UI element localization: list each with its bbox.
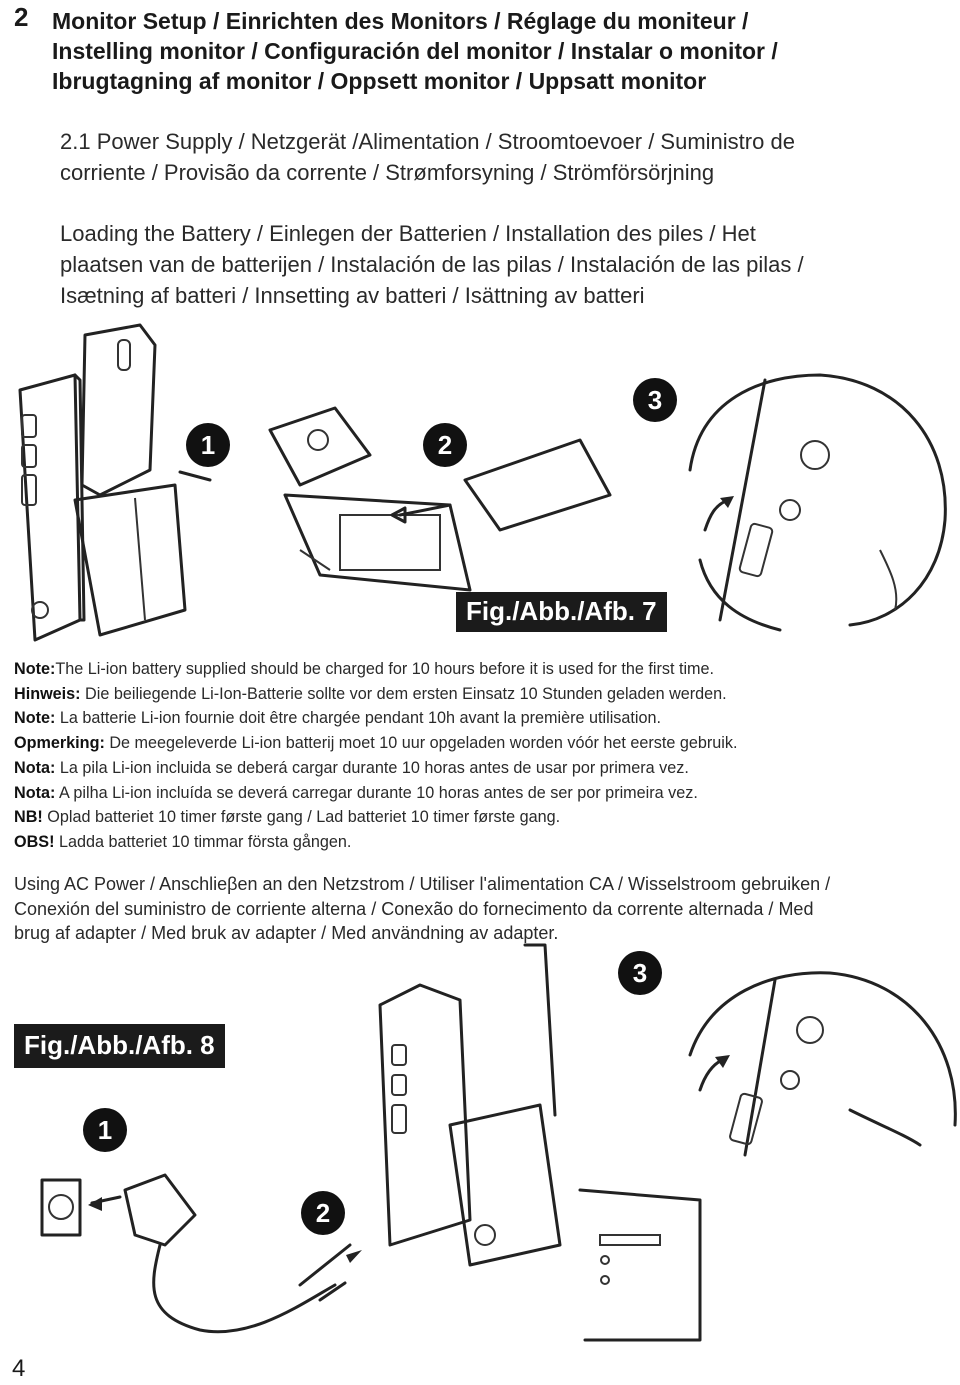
monitor-drawing: [380, 945, 560, 1265]
note-row: Hinweis: Die beiliegende Li-Ion-Batterie sollte vor dem ersten Einsatz 10 Stunden geladen werden.: [14, 684, 727, 703]
section-title: [52, 6, 942, 96]
step-3-number: 3: [647, 385, 663, 415]
note-row: Note: La batterie Li-ion fournie doit être chargée pendant 10h avant la première utilisation.: [14, 709, 661, 728]
note-row: Nota: A pilha Li-ion incluída se deverá carregar durante 10 horas antes de ser por primeira vez.: [14, 783, 698, 802]
section-title-line: Ibrugtagning af monitor / Oppsett monitor / Uppsatt monitor: [52, 68, 707, 94]
monitor-back-closeup: [580, 1190, 700, 1340]
note-row: Nota: La pila Li-ion incluida se deberá cargar durante 10 horas antes de usar por primera vez.: [14, 758, 689, 777]
ac-power-line: brug af adapter / Med bruk av adapter / Med användning av adapter.: [14, 923, 559, 943]
subsection-number: 2.1: [60, 129, 91, 154]
note-row: NB! Oplad batteriet 10 timer første gang / Lad batteriet 10 timer første gang.: [14, 808, 561, 827]
step-2-number: 2: [315, 1198, 331, 1228]
power-switch-closeup: [690, 375, 945, 630]
subsection-line: 2.1 Power Supply / Netzgerät /Alimentation / Stroomtoevoer / Suministro de: [60, 129, 795, 154]
step-3-badge: [618, 951, 662, 995]
loading-line: Loading the Battery / Einlegen der Batterien / Installation des piles / Het: [60, 221, 756, 246]
wall-socket-drawing: [42, 1180, 80, 1235]
step-1-badge: [186, 423, 230, 467]
battery-notes: [14, 657, 944, 855]
step-2-badge: [301, 1191, 345, 1235]
figure-8-illustration: [0, 945, 960, 1365]
step-3-badge: [633, 378, 677, 422]
section-number: 2: [14, 2, 29, 32]
note-row: Opmerking: De meegeleverde Li-ion batterij moet 10 uur opgeladen worden vóór het eerste gebruik.: [14, 734, 738, 753]
step-1-number: 1: [97, 1115, 113, 1145]
section-title-line: Monitor Setup / Einrichten des Monitors / Réglage du moniteur /: [52, 8, 749, 34]
subsection-line: corriente / Provisão da corrente / Strømforsyning / Strömförsörjning: [60, 160, 715, 185]
loading-battery-heading: [60, 218, 940, 311]
loading-line: Isætning af batteri / Innsetting av batteri / Isättning av batteri: [60, 283, 645, 308]
figure-7-label: Fig./Abb./Afb. 7: [456, 592, 667, 632]
step-1-badge: [83, 1108, 127, 1152]
step-2-number: 2: [437, 430, 453, 460]
section-title-line: Instelling monitor / Configuración del monitor / Instalar o monitor /: [52, 38, 778, 64]
step-2-badge: [423, 423, 467, 467]
monitor-back-drawing: [20, 325, 185, 640]
step-3-number: 3: [632, 958, 648, 988]
note-row: Note:The Li-ion battery supplied should be charged for 10 hours before it is used for the first time.: [14, 660, 715, 678]
battery-drawing: [392, 440, 610, 530]
ac-adapter-drawing: [125, 1175, 335, 1332]
ac-power-heading: [14, 872, 954, 946]
step-1-number: 1: [200, 430, 216, 460]
ac-power-line: Conexión del suministro de corriente alterna / Conexão do fornecimento da corrente alternada / Med: [14, 898, 814, 919]
loading-line: plaatsen van de batterijen / Instalación de las pilas / Instalación de las pilas /: [60, 252, 804, 277]
subsection-heading: [60, 126, 920, 188]
ac-power-line: Using AC Power / Anschlieβen an den Netzstrom / Utiliser l'alimentation CA / Wisselstroom gebruiken /: [14, 874, 831, 894]
figure-8-label: Fig./Abb./Afb. 8: [14, 1024, 225, 1068]
power-switch-closeup: [690, 973, 955, 1155]
note-row: OBS! Ladda batteriet 10 timmar första gången.: [14, 832, 352, 851]
page-number: 4: [12, 1355, 26, 1382]
